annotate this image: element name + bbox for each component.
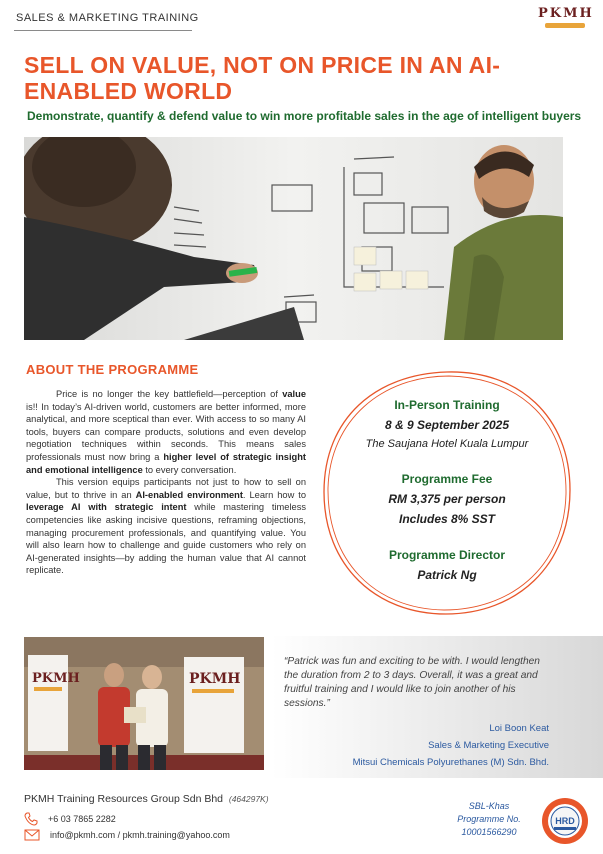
testimonial-company: Mitsui Chemicals Polyurethanes (M) Sdn. Bhd. — [352, 757, 549, 768]
email-icon — [24, 829, 40, 841]
director-name: Patrick Ng — [417, 568, 477, 582]
svg-text:PKMH: PKMH — [32, 671, 80, 686]
phone-contact — [24, 812, 116, 826]
training-venue: The Saujana Hotel Kuala Lumpur — [365, 438, 529, 450]
category-label: SALES & MARKETING TRAINING — [16, 12, 199, 24]
fee-heading: Programme Fee — [401, 472, 493, 486]
programme-details — [318, 366, 576, 620]
svg-text:HRD: HRD — [555, 816, 575, 826]
about-text — [26, 388, 306, 577]
director-heading: Programme Director — [388, 548, 506, 562]
page-title: SELL ON VALUE, NOT ON PRICE IN AN AI- ENABLED WORLD — [24, 52, 501, 104]
fee-note: Includes 8% SST — [398, 512, 496, 526]
testimonial-name: Loi Boon Keat — [489, 723, 549, 734]
email-addresses[interactable]: info@pkmh.com / pkmh.training@yahoo.com — [50, 830, 230, 840]
page-subtitle: Demonstrate, quantify & defend value to win more profitable sales in the age of intelligent buyers — [27, 109, 582, 123]
testimonial-quote: “Patrick was fun and exciting to be with. I would lengthen the duration from 2 to 3 days. Overall, it was a great and fruitful training and I would like to join another of his sessions.” — [284, 656, 540, 709]
about-heading: ABOUT THE PROGRAMME — [26, 362, 199, 377]
top-bar — [0, 0, 603, 40]
email-contact — [24, 829, 230, 841]
company-reg-no: (464297K) — [228, 794, 269, 804]
hrd-corp-seal — [540, 796, 590, 846]
pkmh-logo: PKMH — [538, 6, 592, 40]
training-heading: In-Person Training — [394, 398, 500, 412]
training-dates: 8 & 9 September 2025 — [384, 418, 510, 432]
about-paragraph-1: Price is no longer the key battlefield—perception of value is!! In today’s AI-driven world, customers are better informed, more analytical, and more sceptical than ever. With access to so many AI tools, buyers can compare products, solutions and even develop negotiation techniques within seconds. This means sales professionals must now bring a higher level of strategic insight and emotional intelligence to every conversation. — [26, 389, 306, 475]
programme-number: 10001566290 — [461, 827, 517, 837]
hero-photo — [24, 137, 563, 340]
sbl-info: SBL-Khas Programme No. 10001566290 — [446, 800, 532, 839]
category-underline — [14, 30, 192, 31]
svg-text:PKMH: PKMH — [189, 671, 241, 687]
testimonial-role: Sales & Marketing Executive — [428, 740, 549, 751]
phone-number[interactable]: +6 03 7865 2282 — [48, 814, 116, 824]
about-paragraph-2: This version equips participants not just to how to sell on value, but to thrive in an AI-enabled environment. Learn how to leverage AI with strategic intent while mastering timeless competencies like asking incisive questions, reframing objections, managing procurement professionals, and quantifying value. You will also learn how to challenge and guide customers who rely on AI-generated insights—by adding the human value that AI cannot replicate. — [26, 477, 307, 576]
fee-amount: RM 3,375 per person — [388, 492, 506, 506]
phone-icon — [24, 812, 38, 826]
company-name: PKMH Training Resources Group Sdn Bhd (464297K) — [24, 793, 269, 805]
testimonial-photo — [24, 637, 264, 770]
